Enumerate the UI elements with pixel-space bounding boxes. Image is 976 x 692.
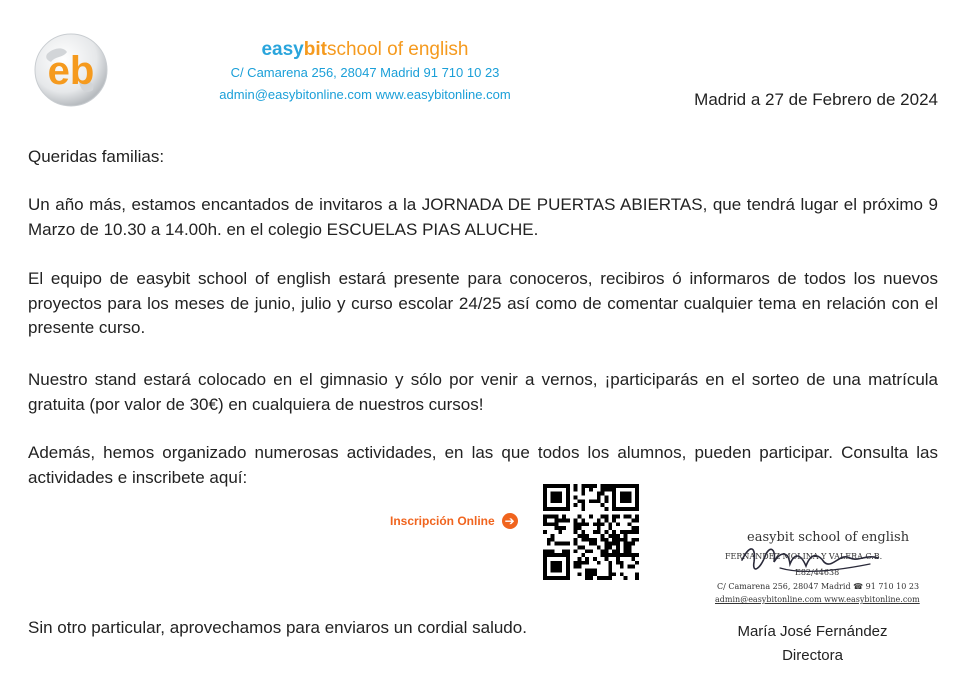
handwritten-signature [720,540,900,580]
brand-address: C/ Camarena 256, 28047 Madrid 91 710 10 23 [230,65,500,80]
brand-school: school of english [326,39,469,60]
online-registration-link[interactable] [390,513,518,529]
logo-text: eb [47,49,95,93]
paragraph-team: El equipo de easybit school of english estará presente para conoceros, recibiros ó informaros de todos los nuevos proyectos para los meses de junio, julio y curso escolar 24/25 así como de comentar cualquier tema en relación con el presente curso. [28,269,938,337]
signer-block [705,620,920,668]
stamp-line-brand: easybit school of english [747,530,910,545]
brand-name [190,38,540,62]
stamp-line-id: E82/44638 [795,568,840,577]
paragraph-stand: Nuestro stand estará colocado en el gimnasio y sólo por venir a vernos, ¡participarás en el sorteo de una matrícula gratuita (por valor de 30€) en cualquiera de nuestros cursos! [28,370,938,414]
closing-text: Sin otro particular, aprovechamos para enviaros un cordial saludo. [28,618,527,637]
signer-role: Directora [782,647,843,664]
letterhead [190,38,540,106]
arrow-right-icon: ➔ [502,513,518,529]
letter-date: Madrid a 27 de Febrero de 2024 [694,90,938,109]
stamp-line-address: C/ Camarena 256, 28047 Madrid ☎ 91 710 10 23 [717,582,920,591]
qr-code[interactable] [543,484,639,580]
online-registration-label: Inscripción Online [390,514,495,528]
signer-name: María José Fernández [737,623,888,640]
paragraph-invitation: Un año más, estamos encantados de invitaros a la JORNADA DE PUERTAS ABIERTAS, que tendrá lugar el próximo 9 Marzo de 10.30 a 14.00h. en el colegio ESCUELAS PIAS ALUCHE. [28,195,938,239]
brand-contact: admin@easybitonline.com www.easybitonline.com [219,87,511,102]
easybit-logo [33,32,109,108]
stamp-line-company: FERNANDEZ MOLINA Y VALERA C.B. [725,552,883,561]
brand-easy: easy [261,39,304,60]
paragraph-activities: Además, hemos organizado numerosas actividades, en las que todos los alumnos, pueden participar. Consulta las actividades e inscribete aquí: [28,443,938,487]
brand-bit: bit [303,39,327,60]
stamp-line-contact: admin@easybitonline.com www.easybitonline.com [715,595,920,604]
greeting: Queridas familias: [28,147,165,166]
